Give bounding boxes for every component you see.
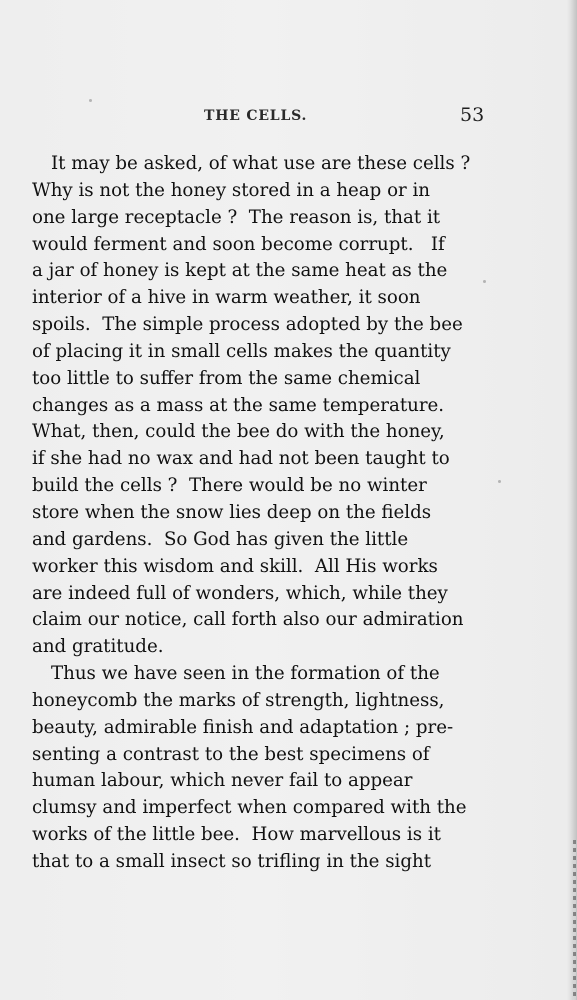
text-line: works of the little bee. How marvellous is it bbox=[32, 824, 441, 846]
page-edge-shadow bbox=[567, 0, 577, 1000]
text-line: honeycomb the marks of strength, lightness, bbox=[32, 689, 445, 711]
text-line: senting a contrast to the best specimens of bbox=[32, 743, 430, 765]
text-line: claim our notice, call forth also our admiration bbox=[32, 609, 464, 631]
paper-speck bbox=[498, 480, 501, 483]
page-number: 53 bbox=[460, 104, 485, 126]
text-line: of placing it in small cells makes the quantity bbox=[32, 340, 451, 362]
text-line: too little to suffer from the same chemical bbox=[32, 367, 421, 389]
running-header-title: THE CELLS. bbox=[204, 108, 308, 124]
text-line: one large receptacle ? The reason is, that it bbox=[32, 206, 441, 228]
text-line: Why is not the honey stored in a heap or in bbox=[32, 179, 431, 201]
text-line: and gardens. So God has given the little bbox=[32, 528, 409, 550]
text-line: that to a small insect so trifling in the sight bbox=[32, 850, 432, 872]
text-line: spoils. The simple process adopted by the bee bbox=[32, 314, 463, 336]
paper-speck bbox=[483, 280, 486, 283]
text-line: worker this wisdom and skill. All His works bbox=[32, 555, 438, 577]
text-line: Thus we have seen in the formation of the bbox=[51, 663, 440, 685]
paper-speck bbox=[89, 99, 92, 102]
text-line: What, then, could the bee do with the honey, bbox=[32, 421, 445, 443]
text-line: interior of a hive in warm weather, it soon bbox=[32, 287, 421, 309]
text-line: changes as a mass at the same temperature. bbox=[32, 394, 445, 416]
text-line: store when the snow lies deep on the fields bbox=[32, 501, 432, 523]
text-line: clumsy and imperfect when compared with the bbox=[32, 797, 467, 819]
text-line: would ferment and soon become corrupt. If bbox=[32, 233, 445, 255]
text-line: if she had no wax and had not been taught to bbox=[32, 448, 450, 470]
text-line: beauty, admirable finish and adaptation ; pre- bbox=[32, 716, 454, 738]
text-line: are indeed full of wonders, which, while they bbox=[32, 582, 448, 604]
text-line: build the cells ? There would be no winter bbox=[32, 475, 427, 497]
text-line: a jar of honey is kept at the same heat as the bbox=[32, 260, 448, 282]
text-line: It may be asked, of what use are these cells ? bbox=[51, 153, 471, 174]
text-line: human labour, which never fail to appear bbox=[32, 770, 413, 792]
body-text bbox=[32, 151, 486, 876]
text-line: and gratitude. bbox=[32, 636, 164, 658]
